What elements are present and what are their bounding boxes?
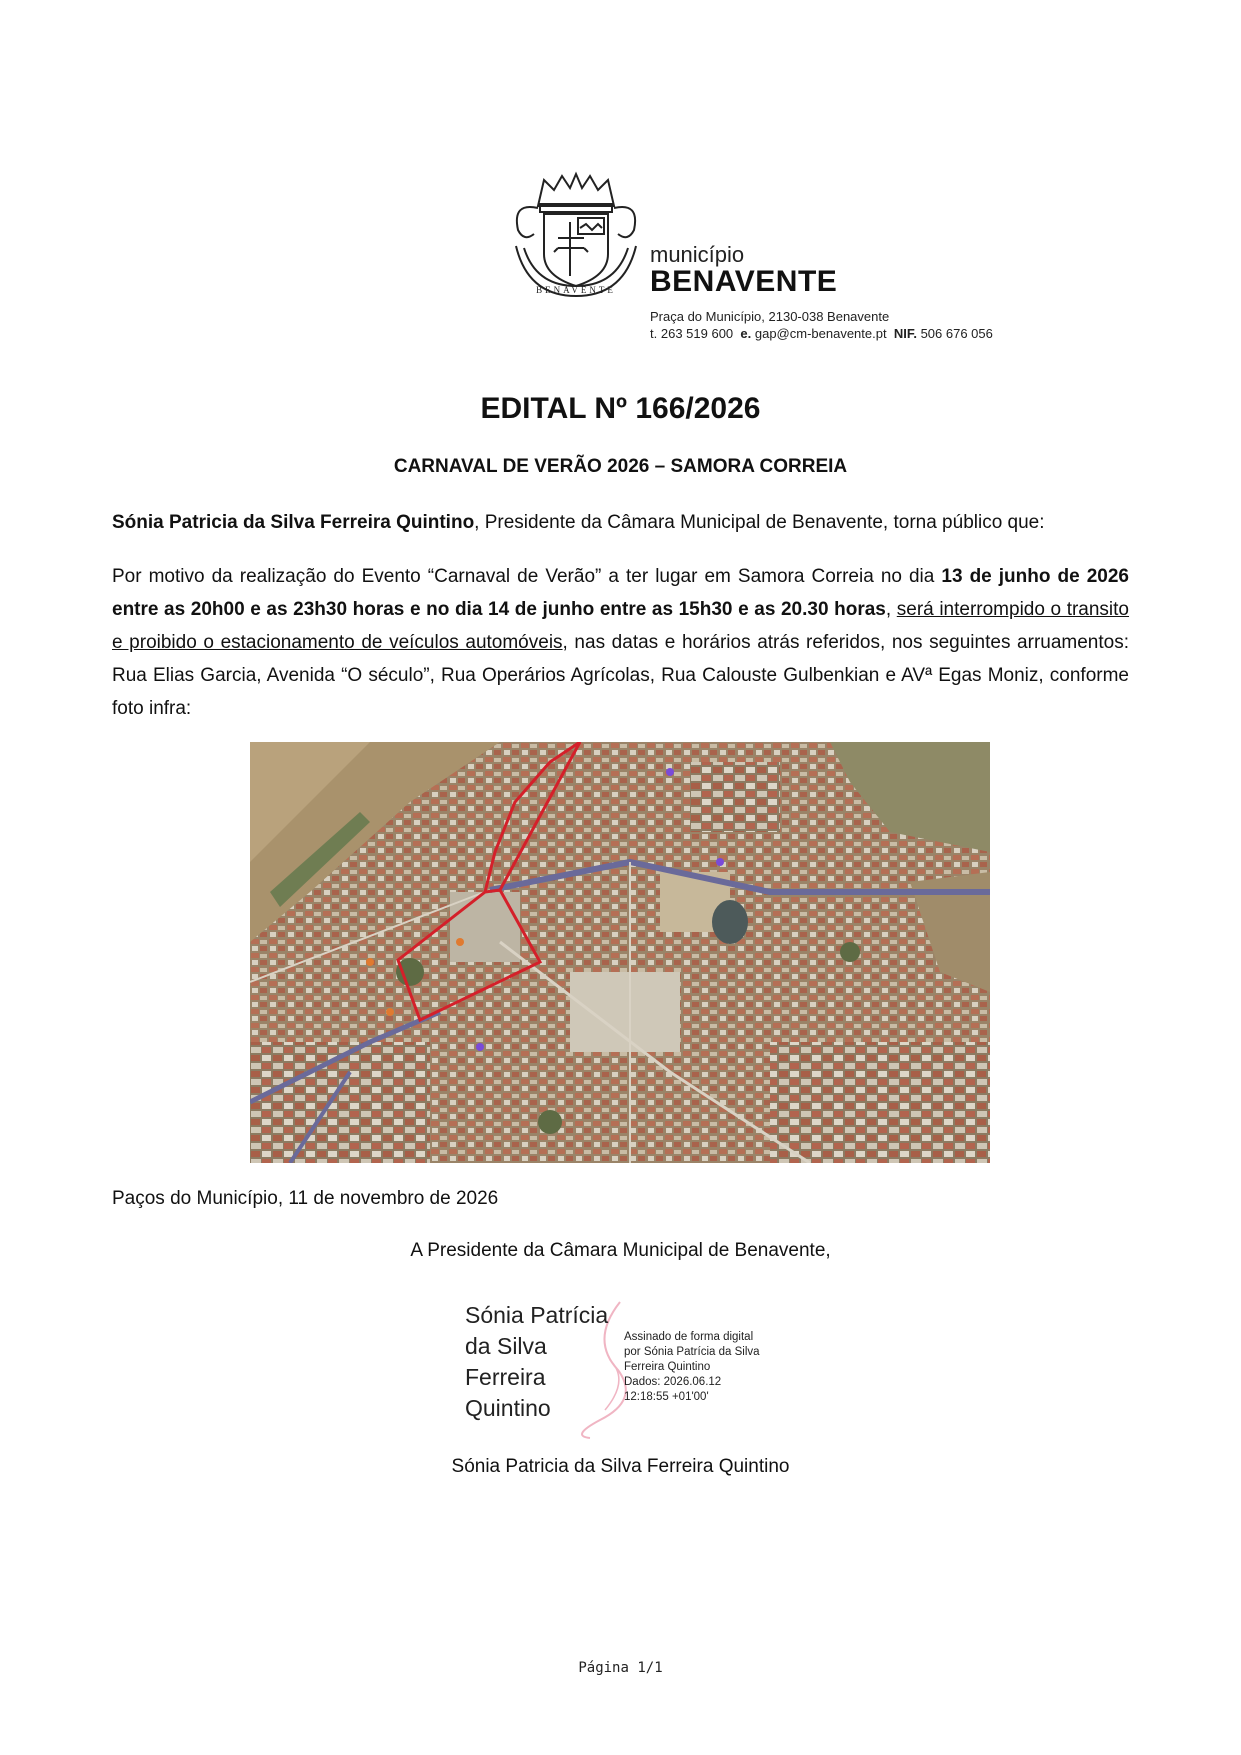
municipality-label: município — [650, 242, 745, 267]
body-part-3: , nas datas e horários atrás referidos, nos seguintes arruamentos: Rua Elias Garcia, Avenida “O século”, Rua Operários Agrícolas, Rua Calouste Gulbenkian e AVª Egas Moniz, conforme foto infra: — [112, 632, 1129, 719]
president-name: Sónia Patricia da Silva Ferreira Quintino — [112, 512, 475, 533]
signature-meta-line: Dados: 2026.06.12 — [624, 1376, 722, 1388]
crest-ribbon-text: BENAVENTE — [536, 285, 616, 295]
signature-name — [465, 1300, 608, 1424]
signature-metadata — [624, 1330, 760, 1405]
email-address: gap@cm-benavente.pt — [754, 326, 887, 341]
president-title-line: A Presidente da Câmara Municipal de Benavente, — [410, 1240, 831, 1261]
letterhead-contact — [650, 325, 993, 342]
intro-paragraph — [112, 506, 1129, 539]
signature-meta-line: Assinado de forma digital — [624, 1331, 754, 1343]
email-prefix: e. — [740, 326, 752, 341]
signature-meta-line: por Sónia Patrícia da Silva — [624, 1346, 760, 1358]
nif-prefix: NIF. — [893, 326, 917, 341]
letterhead — [650, 244, 993, 342]
municipality-name: BENAVENTE — [650, 265, 838, 298]
signature-name-line: Ferreira — [465, 1364, 546, 1390]
page-number: Página 1/1 — [578, 1660, 663, 1676]
place-and-date: Paços do Município, 11 de novembro de 2026 — [112, 1188, 499, 1209]
body-part-1: Por motivo da realização do Evento “Carnaval de Verão” a ter lugar em Samora Correia no dia — [112, 566, 942, 587]
document-subtitle: CARNAVAL DE VERÃO 2026 – SAMORA CORREIA — [393, 456, 848, 477]
letterhead-address: Praça do Município, 2130-038 Benavente — [650, 309, 890, 324]
signature-meta-line: Ferreira Quintino — [624, 1361, 711, 1373]
municipal-crest-logo — [508, 168, 644, 300]
digital-signature — [465, 1300, 845, 1440]
body-traffic-notice: será interrompido o transito e proibido o estacionamento de veículos automóveis — [112, 599, 1130, 653]
nif-number: 506 676 056 — [920, 326, 993, 341]
body-paragraph — [112, 560, 1129, 725]
intro-rest: , Presidente da Câmara Municipal de Benavente, torna público que: — [474, 512, 1045, 533]
signature-name-line: Sónia Patrícia — [465, 1302, 609, 1328]
body-event-dates: 13 de junho de 2026 entre as 20h00 e as 23h30 horas e no dia 14 de junho entre as 15h30 e as 20.30 horas — [112, 566, 1129, 620]
aerial-map-photo — [250, 742, 990, 1163]
phone-number: 263 519 600 — [660, 326, 734, 341]
signature-name-line: da Silva — [465, 1333, 547, 1359]
document-title: EDITAL Nº 166/2026 — [480, 392, 761, 425]
signature-name-line: Quintino — [465, 1395, 551, 1421]
signature-meta-line: 12:18:55 +01'00' — [624, 1391, 709, 1403]
body-part-2: , — [885, 599, 897, 620]
phone-prefix: t. — [650, 326, 658, 341]
signer-name: Sónia Patricia da Silva Ferreira Quintino — [451, 1456, 790, 1477]
